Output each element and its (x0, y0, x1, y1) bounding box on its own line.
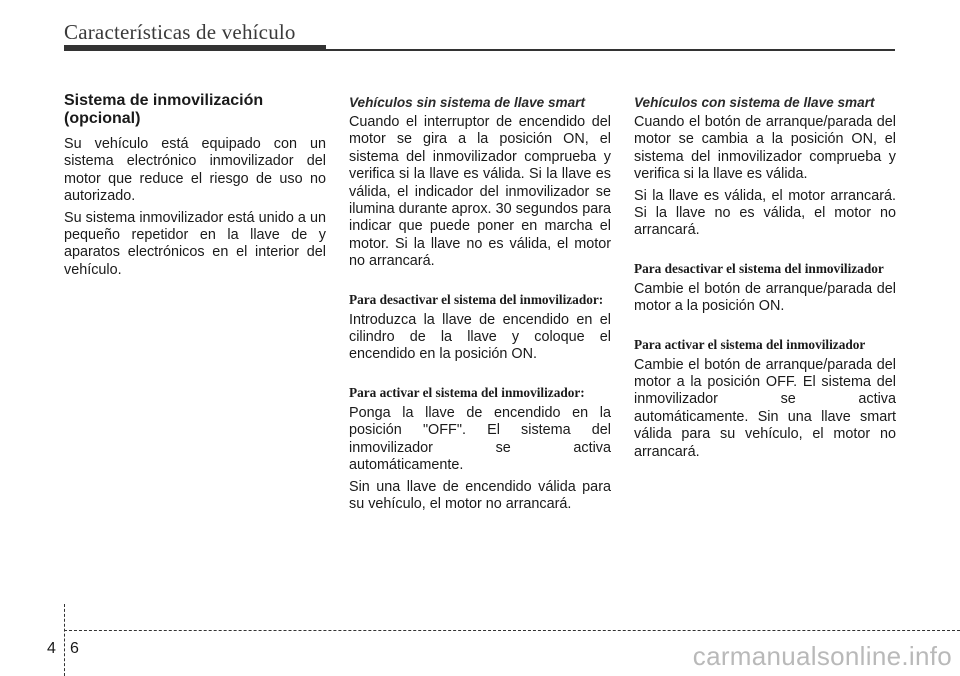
header-rule-thick (64, 45, 326, 51)
column-2 (349, 95, 611, 517)
header-title: Características de vehículo (64, 20, 296, 44)
subheading-smart-key: Vehículos con sistema de llave smart (634, 95, 875, 110)
paragraph: Si la llave es válida, el motor arrancará. Si la llave no es válida, el motor no arrancará. (634, 187, 896, 239)
page-number: 6 (70, 640, 79, 657)
footer-horizontal-dash (64, 630, 960, 631)
watermark: carmanualsonline.info (692, 641, 952, 671)
paragraph: Cuando el interruptor de encendido del motor se gira a la posición ON, el sistema del inmovilizador comprueba y verifica si la llave es válida. Si la llave es válida, el indicador del inmovilizador se ilumina durante aprox. 30 segundos para indicar que puede poner en marcha el motor. Si la llave no es válida, el motor no arrancará. (349, 114, 611, 270)
activate-title: Para activar el sistema del inmovilizador: (349, 384, 585, 400)
section-number: 4 (47, 640, 56, 657)
subheading-no-smart-key: Vehículos sin sistema de llave smart (349, 95, 585, 110)
section-heading: Sistema de inmovilización (opcional) (64, 92, 264, 127)
paragraph: Ponga la llave de encendido en la posición "OFF". El sistema del inmovilizador se activa automáticamente. (349, 404, 611, 474)
activate-title: Para activar el sistema del inmovilizador (634, 336, 866, 352)
paragraph: Introduzca la llave de encendido en el cilindro de la llave y coloque el encendido en la posición ON. (349, 311, 611, 363)
paragraph: Cambie el botón de arranque/parada del motor a la posición ON. (634, 280, 896, 315)
paragraph: Cuando el botón de arranque/parada del motor se cambia a la posición ON, el sistema del inmovilizador comprueba y verifica si la llave es válida. (634, 114, 896, 183)
column-1 (64, 92, 326, 283)
paragraph: Sin una llave de encendido válida para su vehículo, el motor no arrancará. (349, 478, 611, 512)
footer-vertical-dash (64, 604, 65, 676)
column-3 (634, 95, 896, 465)
paragraph: Su sistema inmovilizador está unido a un pequeño repetidor en la llave de y aparatos electrónicos en el interior del vehículo. (64, 209, 326, 278)
deactivate-title: Para desactivar el sistema del inmovilizador (634, 260, 884, 276)
paragraph: Su vehículo está equipado con un sistema electrónico inmovilizador del motor que reduce el riesgo de uso no autorizado. (64, 136, 326, 205)
deactivate-title: Para desactivar el sistema del inmovilizador: (349, 291, 604, 307)
header-rule-thin (326, 49, 895, 51)
paragraph: Cambie el botón de arranque/parada del motor a la posición OFF. El sistema del inmovilizador se activa automáticamente. Sin una llave smart válida para su vehículo, el motor no arrancará. (634, 356, 896, 460)
